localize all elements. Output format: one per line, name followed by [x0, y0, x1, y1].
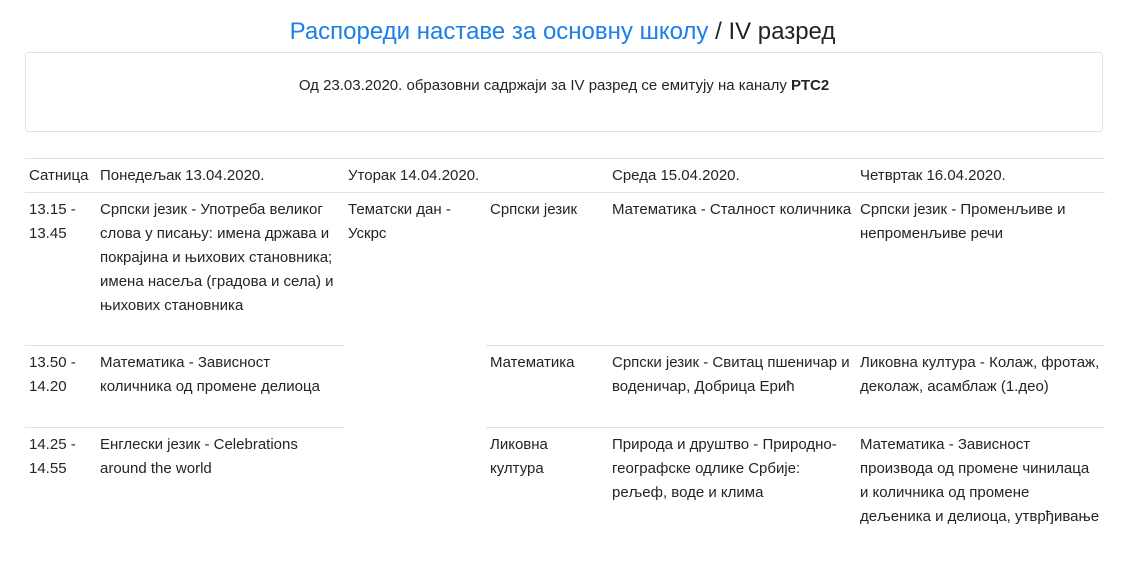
table-header-row	[25, 159, 1105, 193]
cell-time: 13.15 - 13.45	[25, 193, 96, 346]
cell-time: 14.25 - 14.55	[25, 428, 96, 557]
header-tuesday: Уторак 14.04.2020.	[344, 159, 486, 193]
cell-monday: Српски језик - Употреба великог слова у писању: имена држава и покрајина и њихових становника; имена насеља (градова и села) и њихових становника	[96, 193, 344, 346]
cell-thursday: Математика - Зависност производа од промене чинилаца и количника од промене дељеника и делиоца, утврђивање	[856, 428, 1105, 557]
schedule-table	[25, 158, 1105, 556]
grade-title: IV разред	[728, 18, 836, 45]
header-time: Сатница	[25, 159, 96, 193]
cell-monday: Енглески језик - Celebrations around the world	[96, 428, 344, 557]
cell-tuesday-sub: Математика	[486, 346, 608, 428]
header-wednesday: Среда 15.04.2020.	[608, 159, 856, 193]
cell-time: 13.50 - 14.20	[25, 346, 96, 428]
cell-monday: Математика - Зависност количника од промене делиоца	[96, 346, 344, 428]
header-tuesday-sub	[486, 159, 608, 193]
cell-tuesday-sub: Ликовна култура	[486, 428, 608, 557]
notice-box	[25, 52, 1103, 132]
table-row	[25, 193, 1105, 346]
cell-thursday: Српски језик - Променљиве и непроменљиве речи	[856, 193, 1105, 346]
page-title	[0, 17, 1125, 47]
cell-wednesday: Српски језик - Свитац пшеничар и воденичар, Добрица Ерић	[608, 346, 856, 428]
notice-channel: РТС2	[791, 77, 830, 94]
table-row	[25, 346, 1105, 428]
table-row	[25, 428, 1105, 557]
notice-text	[26, 76, 1102, 96]
notice-prefix: Од 23.03.2020. образовни садржаји за IV разред се емитују на каналу	[298, 77, 792, 94]
header-monday: Понедељак 13.04.2020.	[96, 159, 344, 193]
cell-tuesday-merged: Тематски дан - Ускрс	[344, 193, 486, 557]
title-separator: /	[708, 18, 729, 45]
header-thursday: Четвртак 16.04.2020.	[856, 159, 1105, 193]
cell-thursday: Ликовна култура - Колаж, фротаж, деколаж, асамблаж (1.део)	[856, 346, 1105, 428]
cell-tuesday-sub: Српски језик	[486, 193, 608, 346]
cell-wednesday: Математика - Сталност количника	[608, 193, 856, 346]
cell-wednesday: Природа и друштво - Природно-географске одлике Србије: рељеф, воде и клима	[608, 428, 856, 557]
schedules-link[interactable]: Распореди наставе за основну школу	[289, 18, 709, 45]
